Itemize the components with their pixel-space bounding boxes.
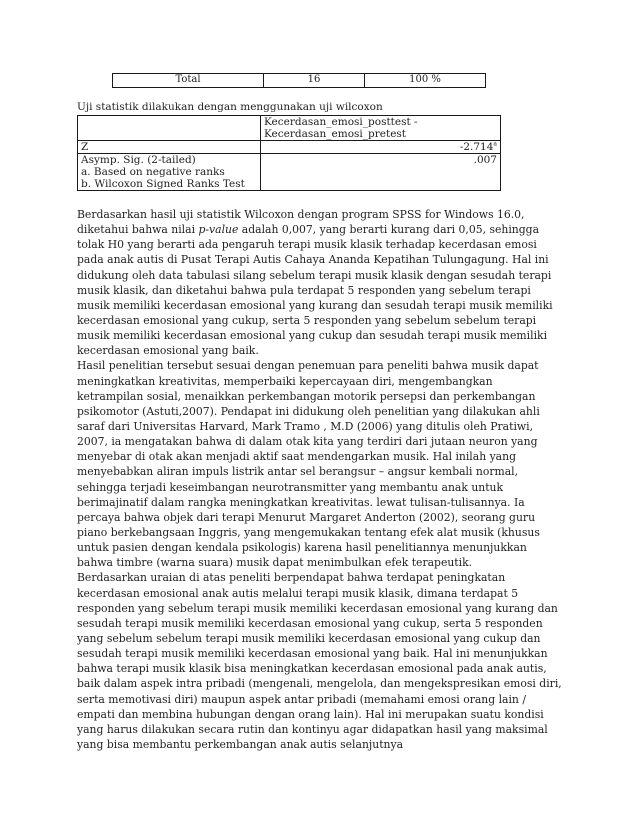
body-text (77, 207, 577, 752)
table-row (78, 116, 501, 141)
text-line: pada anak autis di Pusat Terapi Autis Cahaya Ananda Kepatihan Tulungagung. Hal ini (77, 253, 549, 267)
text-line: menyebabkan aliran impuls listrik antar sel berangsur – angsur kembali normal, (77, 465, 519, 479)
text-line: musik memiliki kecerdasan emosional yang kurang dan sesudah terapi musik memiliki (77, 298, 553, 312)
text-line: sesudah terapi musik memiliki kecerdasan emosional yang baik. Hal ini menunjukkan (77, 647, 548, 661)
text-line: Hasil penelitian tersebut sesuai dengan penemuan para peneliti bahwa musik dapat (77, 359, 539, 373)
text-line: musik memiliki kecerdasan emosional yang cukup dan sesudah terapi musik memiliki (77, 329, 548, 343)
total-count-cell: 16 (264, 74, 365, 88)
text-run: diketahui bahwa nilai (77, 223, 199, 237)
text-line: untuk pasien dengan kendala psikologis) karena hasil penelitiannya menunjukkan (77, 541, 527, 555)
header-line-1: Kecerdasan_emosi_posttest - (264, 116, 418, 128)
text-line (77, 222, 577, 237)
total-table (112, 73, 486, 88)
sig-label: Asymp. Sig. (2-tailed) (81, 154, 196, 166)
text-line: didukung oleh data tabulasi silang sebelum terapi musik klasik dengan sesudah terapi (77, 268, 552, 282)
text-line: berimajinatif dalam rangka meningkatkan kreativitas. lewat tulisan-tulisannya. Ia (77, 495, 525, 509)
text-line: baik dalam aspek intra pribadi (mengenali, mengelola, dan mengekspresikan emosi diri, (77, 677, 562, 691)
text-line: 2007, ia mengatakan bahwa di dalam otak kita yang terdiri dari jutaan neuron yang (77, 435, 538, 449)
z-value: -2.714 (459, 141, 494, 153)
text-run: adalah 0,007, yang berarti kurang dari 0,05, sehingga (238, 223, 540, 237)
text-line: kecerdasan emosional yang cukup, serta 5 responden yang sebelum sebelum terapi (77, 313, 537, 327)
header-variable-cell (261, 116, 501, 141)
p-value-term: p-value (198, 223, 239, 237)
header-line-2: Kecerdasan_emosi_pretest (264, 128, 407, 140)
table-row (78, 154, 501, 191)
text-line: yang bisa membantu perkembangan anak autis selanjutnya (77, 737, 404, 751)
text-line: Berdasarkan uraian di atas peneliti berpendapat bahwa terdapat peningkatan (77, 571, 506, 585)
text-line: meningkatkan kreativitas, memperbaiki kepercayaan diri, mengembangkan (77, 374, 493, 388)
text-line: sehingga terjadi keseimbangan neurotransmitter yang membantu anak untuk (77, 480, 504, 494)
wilcoxon-test-table (77, 115, 501, 191)
text-line: piano berkebangsaan Inggris, yang mengemukakan tentang efek alat musik (khusus (77, 525, 540, 539)
text-line: ketrampilan sosial, menaikkan perkembangan motorik persepsi dan perkembangan (77, 389, 536, 403)
text-line: Berdasarkan hasil uji statistik Wilcoxon dengan program SPSS for Windows 16.0, (77, 208, 525, 221)
sig-label-cell (78, 154, 261, 191)
text-line: sesudah terapi musik memiliki kecerdasan emosional yang cukup, serta 5 responden (77, 616, 543, 630)
footnote-a: a. Based on negative ranks (81, 166, 225, 178)
text-line: musik klasik, dan diketahui bahwa pula terdapat 5 responden yang sebelum terapi (77, 283, 531, 297)
text-line: kecerdasan emosional anak autis melalui terapi musik klasik, dimana terdapat 5 (77, 586, 519, 600)
text-line: serta memotivasi diri) maupun aspek antar pribadi (memahami emosi orang lain / (77, 692, 526, 706)
table-row (113, 74, 486, 88)
header-empty-cell (78, 116, 261, 141)
text-line: bahwa timbre (warna suara) musik dapat menimbulkan efek terapeutik. (77, 556, 473, 570)
text-line: tolak H0 yang berarti ada pengaruh terapi musik klasik terhadap kecerdasan emosi (77, 238, 537, 252)
total-label-cell: Total (113, 74, 264, 88)
text-line: empati dan membina hubungan dengan orang lain). Hal ini merupakan suatu kondisi (77, 707, 544, 721)
z-label-cell: Z (78, 141, 261, 154)
sig-value-cell: .007 (261, 154, 501, 191)
text-line: saraf dari Universitas Harvard, Mark Tramo , M.D (2006) yang ditulis oleh Pratiwi, (77, 419, 534, 433)
text-line: kecerdasan emosional yang baik. (77, 344, 259, 358)
table-row (78, 141, 501, 154)
text-line: responden yang sebelum terapi musik memiliki kecerdasan emosional yang kurang dan (77, 601, 558, 615)
text-line: yang harus dilakukan secara rutin dan kontinyu agar didapatkan hasil yang maksimal (77, 722, 548, 736)
total-percent-cell: 100 % (365, 74, 486, 88)
text-line: menyebar di otak akan menjadi aktif saat mendengarkan musik. Hal inilah yang (77, 450, 516, 464)
z-value-cell (261, 141, 501, 154)
footnote-b: b. Wilcoxon Signed Ranks Test (81, 178, 245, 190)
text-line: psikomotor (Astuti,2007). Pendapat ini didukung oleh penelitian yang dilakukan ahli (77, 404, 540, 418)
text-line: percaya bahwa objek dari terapi Menurut Margaret Anderton (2002), seorang guru (77, 510, 536, 524)
text-line: bahwa terapi musik klasik bisa meningkatkan kecerdasan emosional pada anak autis, (77, 662, 547, 676)
table-caption: Uji statistik dilakukan dengan menggunakan uji wilcoxon (77, 101, 383, 113)
z-footnote-marker: a (493, 140, 497, 148)
text-line: yang sebelum sebelum terapi musik memiliki kecerdasan emosional yang cukup dan (77, 631, 541, 645)
